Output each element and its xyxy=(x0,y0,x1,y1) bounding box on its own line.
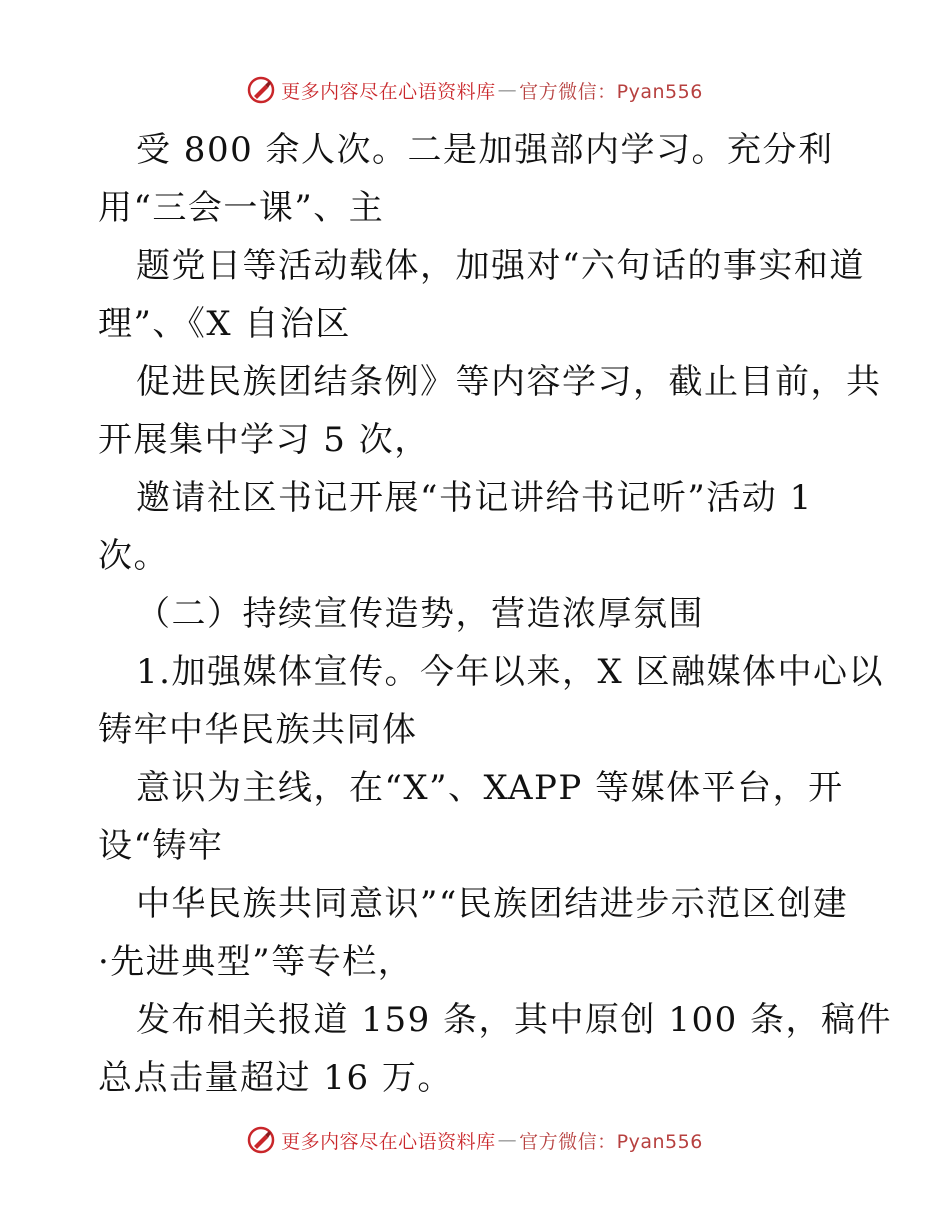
banner-text: 更多内容尽在心语资料库 xyxy=(281,80,496,103)
text-line: 用“三会一课”、主 xyxy=(98,188,385,228)
text-line: ·先进典型”等专栏， xyxy=(98,942,414,982)
text-line: 题党日等活动载体，加强对“六句话的事实和道 xyxy=(136,246,865,286)
banner-separator: — xyxy=(497,1129,518,1151)
text-line: 开展集中学习 5 次， xyxy=(98,420,430,460)
text-line: 总点击量超过 16 万。 xyxy=(98,1058,453,1098)
text-line: 次。 xyxy=(98,536,169,576)
text-line: 受 800 余人次。二是加强部内学习。充分利 xyxy=(136,130,834,170)
text-line: 邀请社区书记开展“书记讲给书记听”活动 1 xyxy=(136,478,813,518)
text-line: 1.加强媒体宣传。今年以来，X 区融媒体中心以 xyxy=(136,652,884,692)
text-line: 铸牢中华民族共同体 xyxy=(98,710,418,750)
text-line: 理”、《X 自治区 xyxy=(98,304,351,344)
text-line: 设“铸牢 xyxy=(98,826,224,866)
text-line: 意识为主线，在“X”、XAPP 等媒体平台，开 xyxy=(136,768,844,808)
section-heading: （二）持续宣传造势，营造浓厚氛围 xyxy=(136,594,704,634)
banner-text: 更多内容尽在心语资料库 xyxy=(281,1130,496,1153)
header-banner xyxy=(0,70,950,110)
pen-logo-icon xyxy=(247,76,275,104)
banner-separator: — xyxy=(497,79,518,101)
text-line: 中华民族共同意识”“民族团结进步示范区创建 xyxy=(136,884,849,924)
banner-contact: 官方微信：Pyan556 xyxy=(519,80,703,103)
banner-contact: 官方微信：Pyan556 xyxy=(519,1130,703,1153)
pen-logo-icon xyxy=(247,1126,275,1154)
document-body xyxy=(98,121,893,1107)
footer-banner xyxy=(0,1120,950,1160)
text-line: 发布相关报道 159 条，其中原创 100 条，稿件 xyxy=(136,1000,893,1040)
text-line: 促进民族团结条例》等内容学习，截止目前，共 xyxy=(136,362,882,402)
